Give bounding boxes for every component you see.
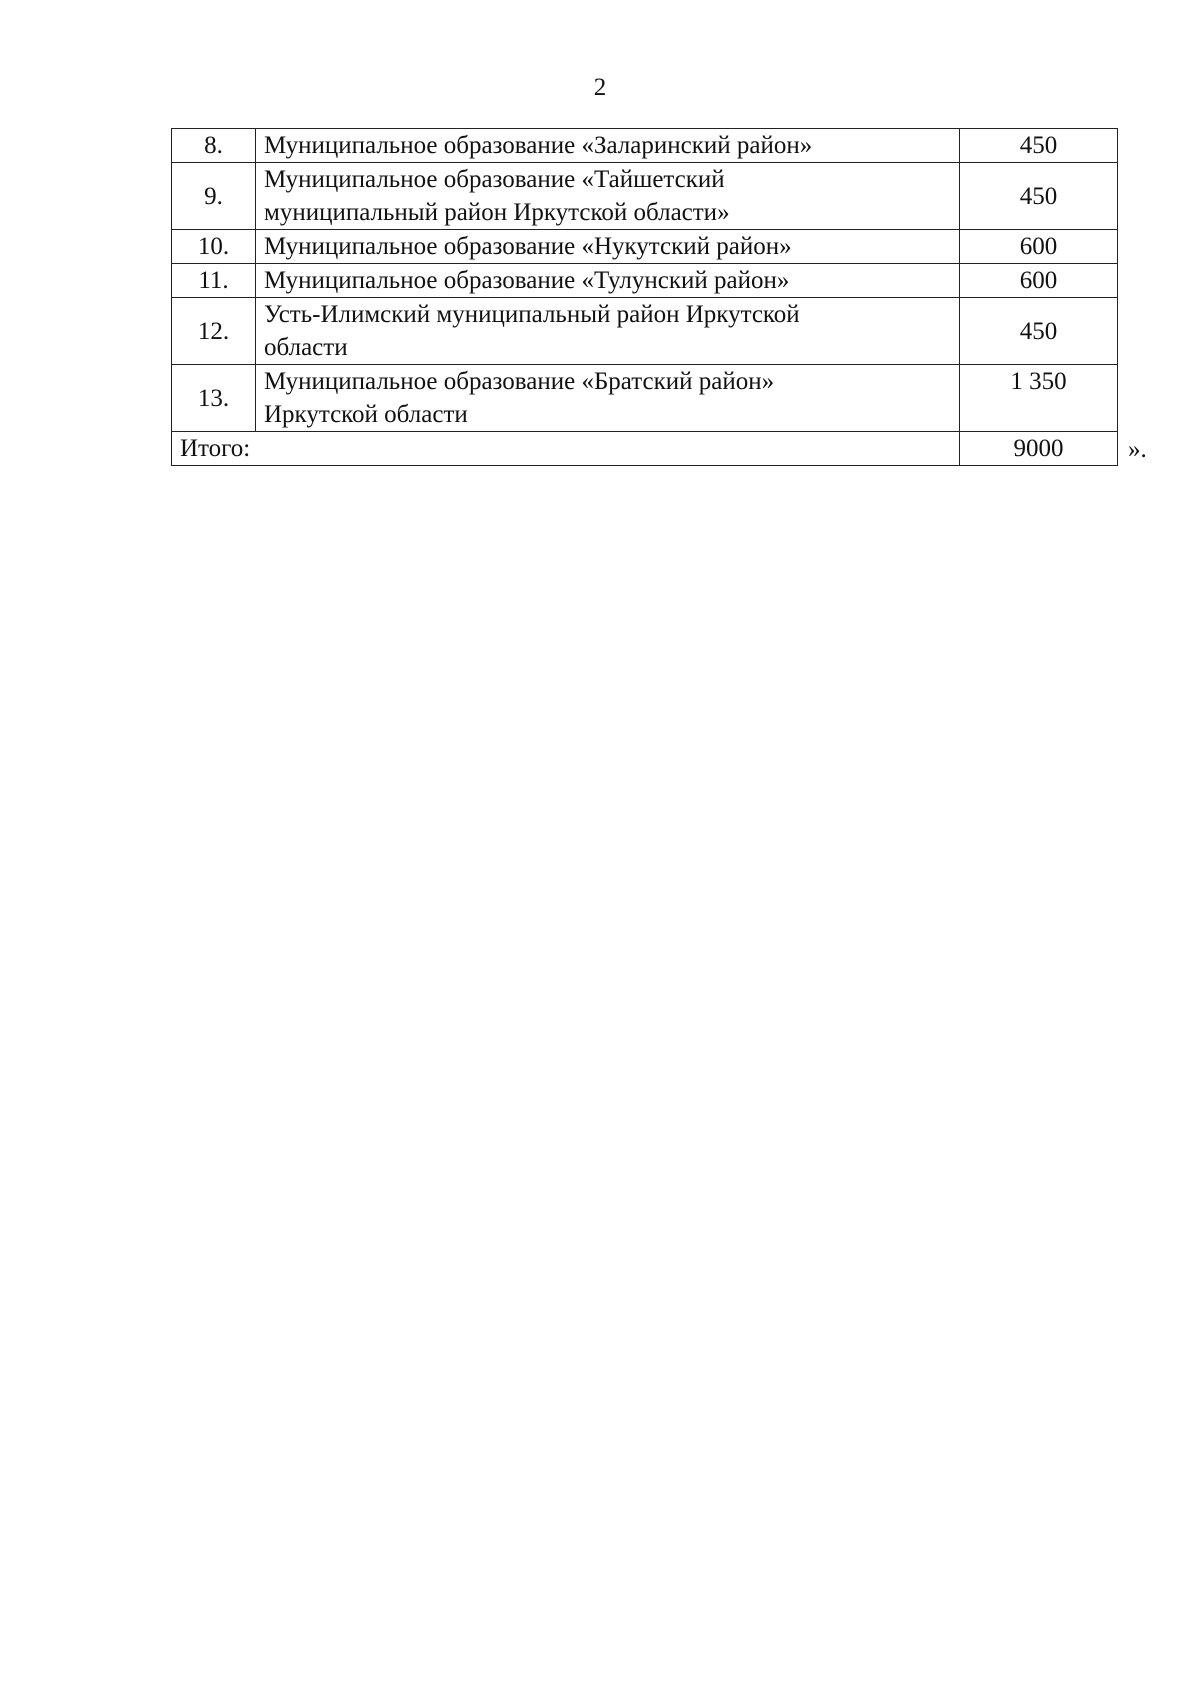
row-value: 1 350 <box>960 365 1118 432</box>
municipality-name: Муниципальное образование «Нукутский район» <box>256 230 960 264</box>
municipality-name-line: Иркутской области <box>264 401 468 428</box>
table-row <box>172 298 1118 365</box>
table-row <box>172 129 1118 163</box>
total-label: Итого: <box>172 432 960 466</box>
municipality-name <box>256 163 960 230</box>
municipality-name: Муниципальное образование «Тулунский район» <box>256 264 960 298</box>
municipality-name-line: муниципальный район Иркутской области» <box>264 199 730 226</box>
municipality-name-line: Муниципальное образование «Тайшетский <box>264 166 725 193</box>
allocation-table <box>171 128 1118 466</box>
total-row <box>172 432 1118 466</box>
row-value: 600 <box>960 264 1118 298</box>
total-value: 9000 <box>960 432 1118 466</box>
page-number: 2 <box>593 74 607 101</box>
table-row <box>172 264 1118 298</box>
table-row <box>172 230 1118 264</box>
row-number: 9. <box>172 163 256 230</box>
row-number: 13. <box>172 365 256 432</box>
row-value: 600 <box>960 230 1118 264</box>
row-number: 10. <box>172 230 256 264</box>
municipality-name-line: Муниципальное образование «Братский район» <box>264 368 775 395</box>
municipality-name <box>256 298 960 365</box>
table-row <box>172 365 1118 432</box>
row-number: 11. <box>172 264 256 298</box>
row-number: 12. <box>172 298 256 365</box>
row-number: 8. <box>172 129 256 163</box>
municipality-name: Муниципальное образование «Заларинский район» <box>256 129 960 163</box>
municipality-name <box>256 365 960 432</box>
row-value: 450 <box>960 298 1118 365</box>
municipality-name-line: области <box>264 334 348 361</box>
row-value: 450 <box>960 163 1118 230</box>
municipality-name-line: Усть-Илимский муниципальный район Иркутской <box>264 301 800 328</box>
table-row <box>172 163 1118 230</box>
row-value: 450 <box>960 129 1118 163</box>
closing-quote: ». <box>1128 436 1147 463</box>
